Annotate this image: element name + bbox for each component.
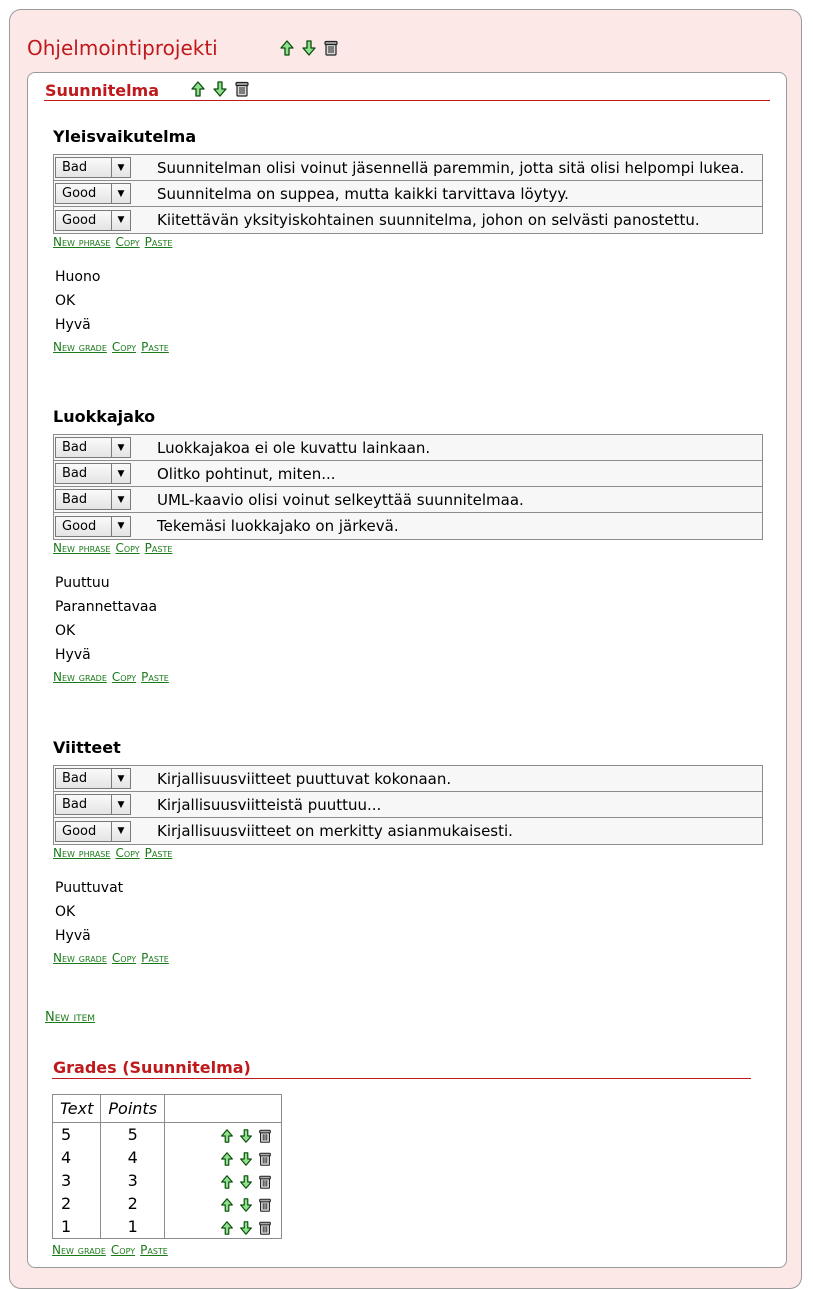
new-item-link[interactable]: New item <box>45 1010 96 1025</box>
grade-label[interactable]: Hyvä <box>55 647 91 663</box>
phrase-actions <box>53 846 177 860</box>
phrase-row <box>54 792 762 818</box>
new-grade-link[interactable]: New grade <box>53 951 107 965</box>
paste-link[interactable]: Paste <box>144 541 173 555</box>
grades-divider <box>52 1078 751 1079</box>
new-phrase-link[interactable]: New phrase <box>53 846 111 860</box>
phrase-list <box>53 765 763 845</box>
arrow-up-icon[interactable] <box>219 1174 235 1190</box>
table-row <box>53 1169 282 1192</box>
chevron-down-icon: ▼ <box>111 438 130 457</box>
grade-label[interactable]: OK <box>55 293 76 309</box>
grade-label[interactable]: Parannettavaa <box>55 599 158 615</box>
arrow-down-icon[interactable] <box>238 1128 254 1144</box>
phrase-row <box>54 207 762 233</box>
trash-icon[interactable] <box>233 80 251 98</box>
item-heading: Yleisvaikutelma <box>53 127 197 146</box>
chevron-down-icon: ▼ <box>111 490 130 509</box>
phrase-row <box>54 487 762 513</box>
arrow-up-icon[interactable] <box>278 39 296 57</box>
new-item-container <box>45 1010 95 1025</box>
phrase-row <box>54 155 762 181</box>
trash-icon[interactable] <box>257 1128 273 1144</box>
chevron-down-icon: ▼ <box>111 464 130 483</box>
phrase-grade-select[interactable]: Good ▼ <box>55 183 131 204</box>
trash-icon[interactable] <box>257 1151 273 1167</box>
grade-label[interactable]: OK <box>55 904 76 920</box>
grades-table <box>52 1094 282 1239</box>
phrase-text[interactable]: Olitko pohtinut, miten... <box>157 464 336 483</box>
grade-label[interactable]: Hyvä <box>55 928 91 944</box>
chevron-down-icon: ▼ <box>111 795 130 814</box>
phrase-row <box>54 435 762 461</box>
grade-label[interactable]: Huono <box>55 269 101 285</box>
arrow-down-icon[interactable] <box>238 1197 254 1213</box>
project-actions <box>278 39 340 57</box>
section-divider <box>44 100 770 101</box>
phrase-list <box>53 434 763 540</box>
arrow-up-icon[interactable] <box>219 1151 235 1167</box>
phrase-grade-select[interactable]: Bad ▼ <box>55 489 131 510</box>
chevron-down-icon: ▼ <box>111 822 130 841</box>
arrow-down-icon[interactable] <box>238 1151 254 1167</box>
trash-icon[interactable] <box>257 1220 273 1236</box>
grade-actions <box>53 951 174 965</box>
paste-link[interactable]: Paste <box>140 1243 168 1257</box>
grade-points[interactable]: 3 <box>101 1169 165 1192</box>
table-row <box>53 1215 282 1239</box>
grades-title: Grades (Suunnitelma) <box>53 1058 251 1077</box>
item-heading: Luokkajako <box>53 407 156 426</box>
chevron-down-icon: ▼ <box>111 184 130 203</box>
copy-link[interactable]: Copy <box>111 951 137 965</box>
grade-text[interactable]: 1 <box>53 1215 101 1239</box>
new-phrase-link[interactable]: New phrase <box>53 235 111 249</box>
grade-points[interactable]: 5 <box>101 1123 165 1147</box>
grade-actions <box>53 670 174 684</box>
phrase-row <box>54 513 762 539</box>
phrase-grade-select[interactable]: Bad ▼ <box>55 157 131 178</box>
phrase-grade-select[interactable]: Good ▼ <box>55 821 131 842</box>
grade-label[interactable]: Puuttuvat <box>55 880 124 896</box>
paste-link[interactable]: Paste <box>144 235 173 249</box>
grade-points[interactable]: 4 <box>101 1146 165 1169</box>
copy-link[interactable]: Copy <box>115 846 140 860</box>
column-header-actions <box>165 1095 282 1123</box>
phrase-grade-select[interactable]: Bad ▼ <box>55 768 131 789</box>
chevron-down-icon: ▼ <box>111 769 130 788</box>
phrase-text[interactable]: Kirjallisuusviitteet on merkitty asianmukaisesti. <box>157 822 513 840</box>
grade-list <box>55 571 157 667</box>
section-actions <box>189 80 251 98</box>
project-title: Ohjelmointiprojekti <box>27 36 218 60</box>
grade-label[interactable]: Puuttuu <box>55 575 110 591</box>
arrow-up-icon[interactable] <box>219 1128 235 1144</box>
grade-text[interactable]: 4 <box>53 1146 101 1169</box>
table-row <box>53 1123 282 1147</box>
grade-text[interactable]: 2 <box>53 1192 101 1215</box>
phrase-text[interactable]: Tekemäsi luokkajako on järkevä. <box>157 517 399 535</box>
grade-label[interactable]: OK <box>55 623 76 639</box>
table-row <box>53 1146 282 1169</box>
arrow-up-icon[interactable] <box>189 80 207 98</box>
phrase-grade-select[interactable]: Good ▼ <box>55 516 131 537</box>
phrase-text[interactable]: UML-kaavio olisi voinut selkeyttää suunnitelmaa. <box>157 490 524 509</box>
arrow-up-icon[interactable] <box>219 1220 235 1236</box>
phrase-row <box>54 766 762 792</box>
column-header-text: Text <box>53 1095 101 1123</box>
copy-link[interactable]: Copy <box>115 541 140 555</box>
copy-link[interactable]: Copy <box>115 235 140 249</box>
phrase-grade-select[interactable]: Bad ▼ <box>55 437 131 458</box>
phrase-grade-select[interactable]: Good ▼ <box>55 210 131 231</box>
phrase-text[interactable]: Kirjallisuusviitteet puuttuvat kokonaan. <box>157 769 452 788</box>
trash-icon[interactable] <box>257 1197 273 1213</box>
section-title: Suunnitelma <box>45 81 160 100</box>
grades-table-actions <box>52 1243 173 1257</box>
grade-text[interactable]: 3 <box>53 1169 101 1192</box>
phrase-row <box>54 818 762 844</box>
phrase-actions <box>53 235 177 249</box>
grade-actions <box>53 340 174 354</box>
column-header-points: Points <box>101 1095 165 1123</box>
arrow-down-icon[interactable] <box>238 1220 254 1236</box>
grade-list <box>55 876 123 948</box>
grade-points[interactable]: 1 <box>101 1215 165 1239</box>
arrow-down-icon[interactable] <box>300 39 318 57</box>
new-grade-link[interactable]: New grade <box>53 340 107 354</box>
chevron-down-icon: ▼ <box>111 211 130 230</box>
phrase-text[interactable]: Suunnitelman olisi voinut jäsennellä paremmin, jotta sitä olisi helpompi lukea. <box>157 158 745 177</box>
trash-icon[interactable] <box>257 1174 273 1190</box>
phrase-text[interactable]: Suunnitelma on suppea, mutta kaikki tarvittava löytyy. <box>157 184 569 203</box>
new-phrase-link[interactable]: New phrase <box>53 541 111 555</box>
new-grade-link[interactable]: New grade <box>52 1243 106 1257</box>
paste-link[interactable]: Paste <box>141 340 169 354</box>
phrase-text[interactable]: Luokkajakoa ei ole kuvattu lainkaan. <box>157 438 431 457</box>
grade-text[interactable]: 5 <box>53 1123 101 1147</box>
trash-icon[interactable] <box>322 39 340 57</box>
section-panel <box>27 72 787 1268</box>
item-heading: Viitteet <box>53 738 121 757</box>
table-row <box>53 1192 282 1215</box>
phrase-text[interactable]: Kirjallisuusviitteistä puuttuu... <box>157 795 382 814</box>
phrase-actions <box>53 541 177 555</box>
phrase-row <box>54 461 762 487</box>
phrase-list <box>53 154 763 234</box>
paste-link[interactable]: Paste <box>141 670 169 684</box>
arrow-down-icon[interactable] <box>211 80 229 98</box>
phrase-grade-select[interactable]: Bad ▼ <box>55 794 131 815</box>
phrase-row <box>54 181 762 207</box>
copy-link[interactable]: Copy <box>110 1243 136 1257</box>
grade-label[interactable]: Hyvä <box>55 317 91 333</box>
phrase-text[interactable]: Kiitettävän yksityiskohtainen suunnitelma, johon on selvästi panostettu. <box>157 211 700 229</box>
arrow-up-icon[interactable] <box>219 1197 235 1213</box>
new-grade-link[interactable]: New grade <box>53 670 107 684</box>
copy-link[interactable]: Copy <box>111 340 137 354</box>
arrow-down-icon[interactable] <box>238 1174 254 1190</box>
grade-list <box>55 265 100 337</box>
copy-link[interactable]: Copy <box>111 670 137 684</box>
paste-link[interactable]: Paste <box>141 951 169 965</box>
chevron-down-icon: ▼ <box>111 517 130 536</box>
grade-points[interactable]: 2 <box>101 1192 165 1215</box>
paste-link[interactable]: Paste <box>144 846 173 860</box>
phrase-grade-select[interactable]: Bad ▼ <box>55 463 131 484</box>
project-panel <box>9 9 802 1289</box>
chevron-down-icon: ▼ <box>111 158 130 177</box>
